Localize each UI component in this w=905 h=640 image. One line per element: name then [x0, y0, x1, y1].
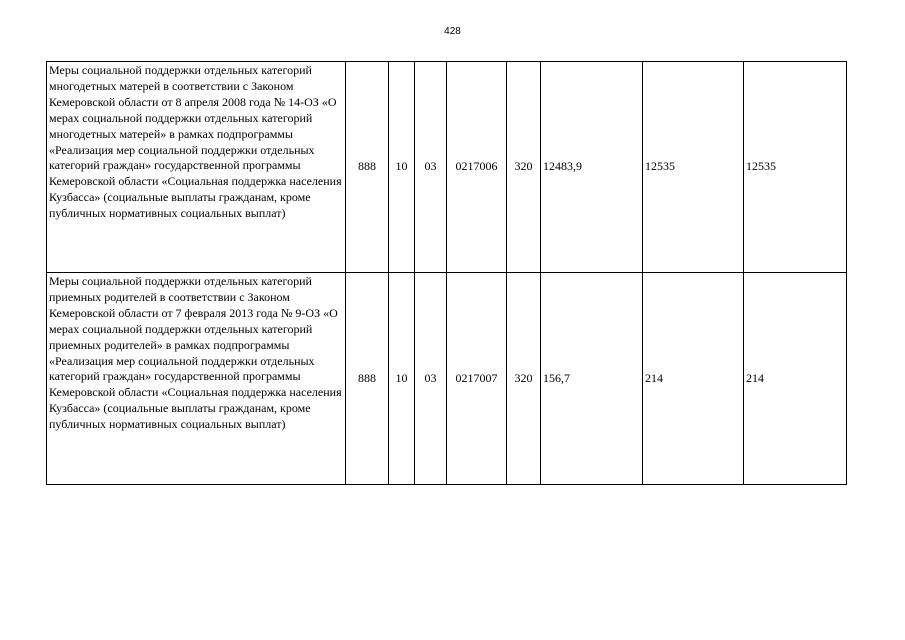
amount-cell: 156,7: [541, 273, 643, 485]
amount-cell: 214: [744, 273, 847, 485]
ministry-code: 888: [346, 273, 389, 485]
subsection-code: 03: [415, 273, 447, 485]
amount-cell: 214: [643, 273, 744, 485]
ministry-code: 888: [346, 62, 389, 273]
expense-type-code: 320: [507, 62, 541, 273]
target-article-code: 0217006: [447, 62, 507, 273]
amount-cell: 12535: [744, 62, 847, 273]
table-row: [47, 273, 847, 485]
subsection-code: 03: [415, 62, 447, 273]
table-row: [47, 62, 847, 273]
page-number: 428: [444, 26, 461, 37]
row-description: Меры социальной поддержки отдельных категорий многодетных матерей в соответствии с Законом Кемеровской области от 8 апреля 2008 года № 14-ОЗ «О мерах социальной поддержки отдельных категорий многодетных матерей» в рамках подпрограммы «Реализация мер социальной поддержки отдельных категорий граждан» государственной программы Кемеровской области «Социальная поддержка населения Кузбасса» (социальные выплаты гражданам, кроме публичных нормативных социальных выплат): [47, 62, 346, 273]
amount-cell: 12535: [643, 62, 744, 273]
expense-type-code: 320: [507, 273, 541, 485]
target-article-code: 0217007: [447, 273, 507, 485]
section-code: 10: [389, 62, 415, 273]
section-code: 10: [389, 273, 415, 485]
amount-cell: 12483,9: [541, 62, 643, 273]
budget-table: [46, 61, 847, 485]
row-description: Меры социальной поддержки отдельных категорий приемных родителей в соответствии с Законом Кемеровской области от 7 февраля 2013 года № 9-ОЗ «О мерах социальной поддержки отдельных категорий приемных родителей» в рамках подпрограммы «Реализация мер социальной поддержки отдельных категорий граждан» государственной программы Кемеровской области «Социальная поддержка населения Кузбасса» (социальные выплаты гражданам, кроме публичных нормативных социальных выплат): [47, 273, 346, 485]
